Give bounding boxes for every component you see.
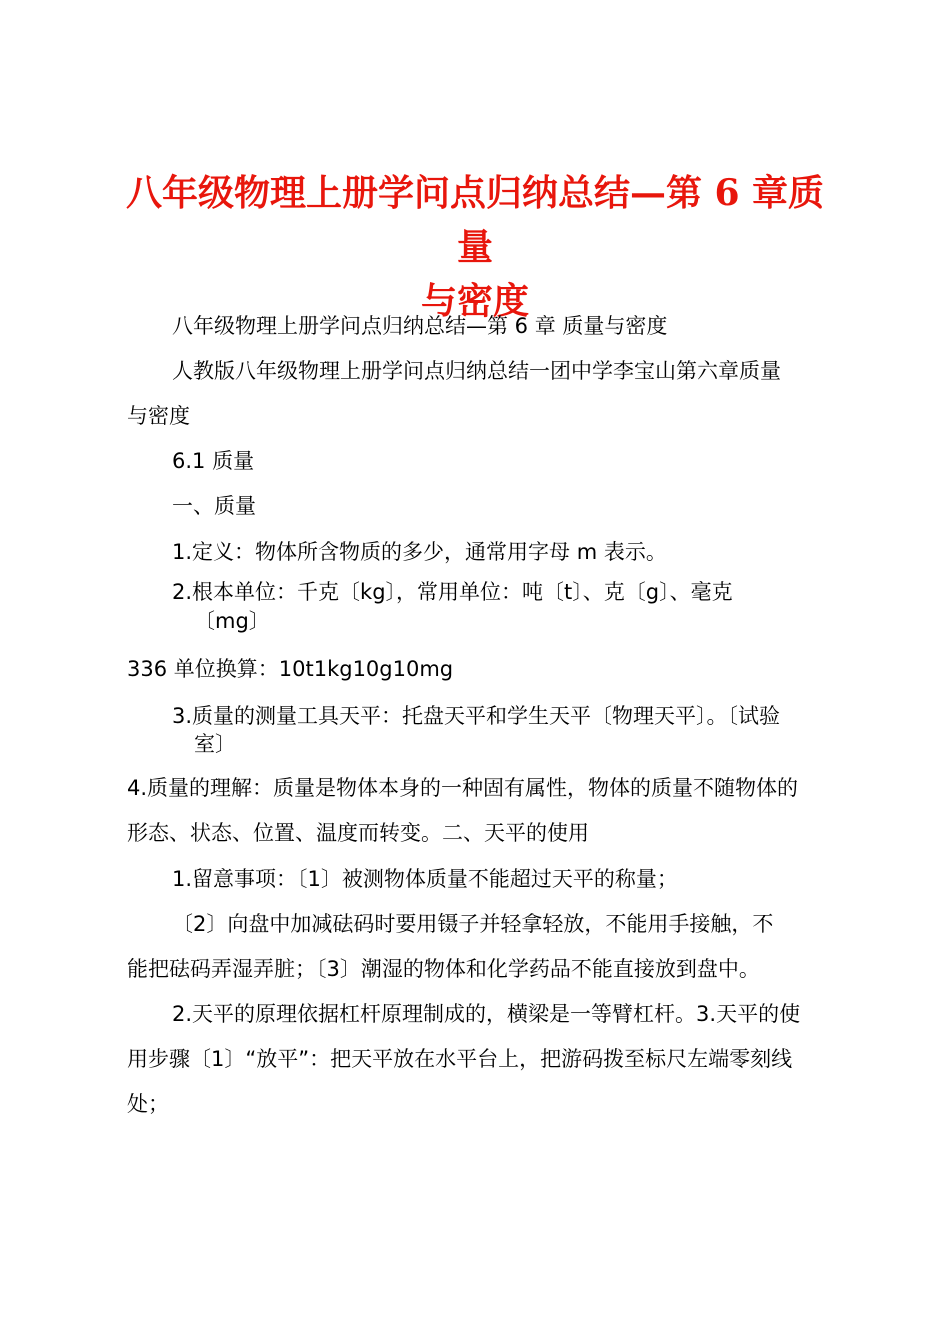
- paragraph-units-line-2: 〔mg〕: [194, 609, 270, 633]
- section-heading-6-1: 6.1 质量: [172, 449, 255, 473]
- paragraph-subtitle: 八年级物理上册学问点归纳总结—第 6 章 质量与密度: [172, 314, 668, 338]
- paragraph-units-line-1: 2.根本单位：千克〔kg〕，常用单位：吨〔t〕、克〔g〕、毫克: [172, 580, 733, 604]
- paragraph-balance-principle-line-3: 处；: [127, 1092, 169, 1116]
- paragraph-definition: 1.定义：物体所含物质的多少，通常用字母 m 表示。: [172, 540, 667, 564]
- paragraph-mass-understanding-line-1: 4.质量的理解：质量是物体本身的一种固有属性，物体的质量不随物体的: [127, 776, 799, 800]
- paragraph-weights-line-1: 〔2〕向盘中加减砝码时要用镊子并轻拿轻放，不能用手接触，不: [172, 912, 774, 936]
- paragraph-intro-line-2: 与密度: [127, 404, 190, 428]
- paragraph-measuring-tool-line-1: 3.质量的测量工具天平：托盘天平和学生天平〔物理天平〕。〔试验: [172, 704, 781, 728]
- subsection-heading-mass: 一、质量: [172, 494, 256, 518]
- paragraph-balance-principle-line-2: 用步骤〔1〕“放平”：把天平放在水平台上，把游码拨至标尺左端零刻线: [127, 1047, 793, 1071]
- paragraph-weights-line-2: 能把砝码弄湿弄脏；〔3〕潮湿的物体和化学药品不能直接放到盘中。: [127, 957, 760, 981]
- paragraph-measuring-tool-line-2: 室〕: [194, 732, 236, 756]
- paragraph-mass-understanding-line-2: 形态、状态、位置、温度而转变。二、天平的使用: [127, 821, 589, 845]
- paragraph-intro-line-1: 人教版八年级物理上册学问点归纳总结一团中学李宝山第六章质量: [172, 359, 781, 383]
- title-line-1: 八年级物理上册学问点归纳总结—第 6 章质量: [125, 172, 825, 268]
- paragraph-precautions: 1.留意事项：〔1〕被测物体质量不能超过天平的称量；: [172, 867, 678, 891]
- paragraph-unit-conversion: 336 单位换算：10t1kg10g10mg: [127, 657, 454, 681]
- title-line-2: 与密度: [420, 280, 529, 322]
- paragraph-balance-principle-line-1: 2.天平的原理依据杠杆原理制成的，横梁是一等臂杠杆。3.天平的使: [172, 1002, 801, 1026]
